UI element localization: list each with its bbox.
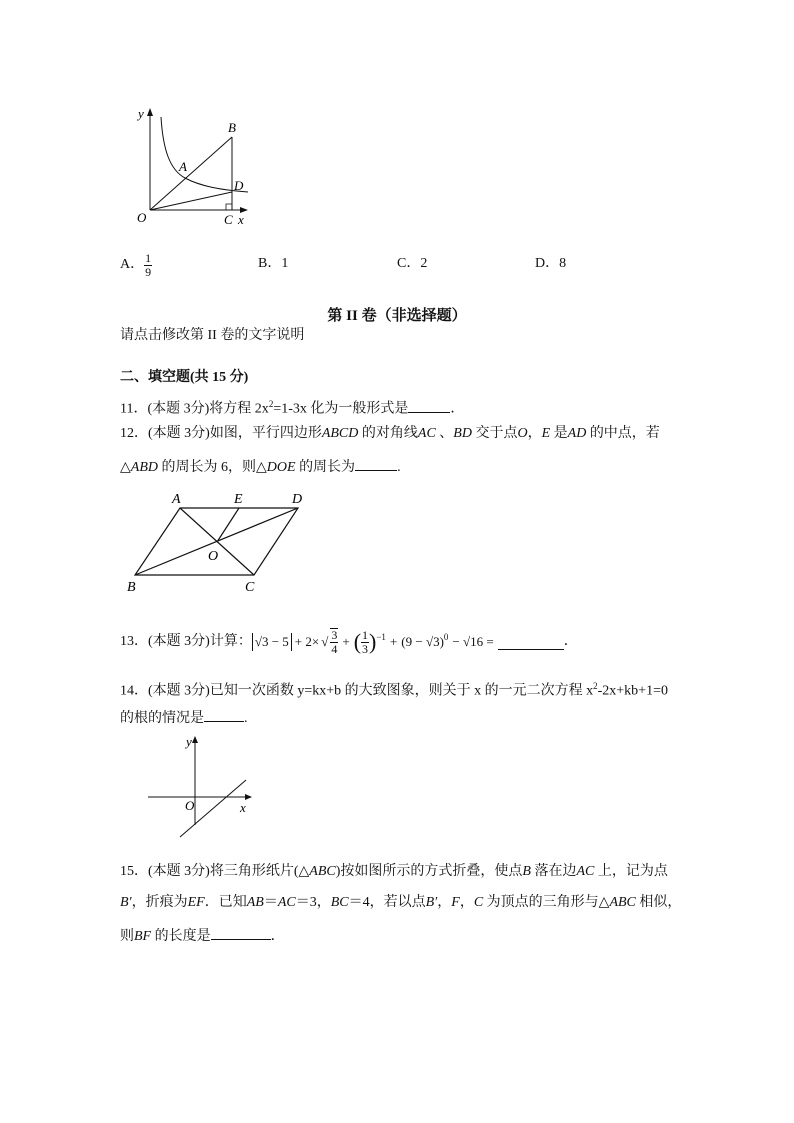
- q13-end: ．: [563, 634, 578, 649]
- label-A: A: [172, 492, 181, 507]
- q15-f: F: [451, 895, 460, 910]
- option-d[interactable]: D．8: [535, 256, 567, 271]
- label-E: E: [234, 492, 243, 507]
- line-OD: [150, 192, 232, 210]
- answer-blank[interactable]: [408, 398, 450, 413]
- answer-blank[interactable]: [498, 635, 564, 650]
- option-c[interactable]: C．2: [397, 256, 428, 271]
- label-O: O: [137, 210, 147, 225]
- q12-figure: [120, 485, 320, 597]
- q15-c: C: [473, 895, 484, 910]
- q15-l1b: )按如图所示的方式折叠，使点: [335, 864, 523, 879]
- q14-text: 14．(本题 3分)已知一次函数 y=kx+b 的大致图象，则关于 x 的一元二次方程 x: [120, 683, 594, 699]
- q15-text: 15．(本题 3分)将三角形纸片(△: [120, 864, 310, 879]
- answer-blank[interactable]: [204, 707, 244, 722]
- fraction-denominator: 9: [145, 264, 152, 279]
- q14-text-b: -2x+kb+1=0: [597, 683, 668, 699]
- diagonal-BD: [135, 508, 298, 575]
- line-OB: [150, 137, 232, 210]
- label-O: O: [208, 549, 219, 564]
- section-note[interactable]: 请点击修改第 II 卷的文字说明: [120, 328, 305, 343]
- question-15-line-3: [120, 925, 285, 946]
- q12-ac: AC: [417, 426, 436, 441]
- y-axis-arrow: [192, 736, 198, 743]
- q15-l2j: 相似，: [635, 895, 682, 910]
- q15-bprime: B′: [120, 895, 132, 910]
- q15-l2b: ，折痕为: [131, 895, 188, 910]
- question-12-line-1: [120, 425, 660, 443]
- option-a-prefix: A．: [120, 257, 145, 272]
- label-D: D: [234, 178, 244, 193]
- q13-paren: (9 − √3): [401, 634, 444, 649]
- q12-ad: AD: [567, 426, 587, 441]
- answer-blank[interactable]: [211, 925, 271, 940]
- exponent: −1: [376, 632, 386, 642]
- q15-ac: AC: [576, 864, 595, 879]
- q10-figure: [130, 100, 260, 230]
- q15-l2e: ＝3，: [295, 895, 331, 910]
- label-x: x: [240, 800, 246, 815]
- q14-figure: [140, 730, 260, 845]
- q12-tri: △: [120, 460, 131, 475]
- question-15-line-2: [120, 894, 681, 912]
- y-axis-arrow: [147, 108, 153, 116]
- q12-abd: ABD: [130, 460, 158, 475]
- label-y: y: [186, 734, 192, 749]
- q15-l2h: ，: [459, 895, 474, 910]
- frac-num: 1: [362, 627, 369, 642]
- q15-ac2: AC: [277, 895, 296, 910]
- q12-l2c: 的周长为: [295, 460, 356, 475]
- q11-text: 11．(本题 3分)将方程 2x: [120, 401, 269, 417]
- label-C: C: [245, 580, 255, 595]
- option-a-fraction: [144, 252, 152, 279]
- question-13: [120, 622, 578, 662]
- q15-l2d: ＝: [263, 895, 278, 910]
- q12-t1: 的对角线: [358, 426, 418, 441]
- label-D: D: [292, 492, 303, 507]
- label-B: B: [127, 580, 136, 595]
- q15-l2g: ，: [437, 895, 452, 910]
- frac-den: 3: [362, 641, 369, 656]
- label-O: O: [185, 798, 195, 813]
- q12-t3: 交于点: [471, 426, 518, 441]
- q12-abcd: ABCD: [321, 426, 359, 441]
- q15-ef: EF: [187, 895, 205, 910]
- q15-l1d: 上，记为点: [594, 864, 668, 879]
- q12-o: O: [517, 426, 528, 441]
- question-11: [120, 395, 464, 419]
- q15-end: ．: [270, 929, 285, 944]
- q15-bf: BF: [134, 929, 152, 944]
- question-15-line-1: [120, 863, 668, 881]
- frac-den: 4: [331, 642, 338, 656]
- q14-text-2: 的根的情况是: [120, 711, 204, 726]
- q15-b: B: [522, 864, 531, 879]
- label-B: B: [228, 120, 236, 135]
- right-angle-mark: [226, 204, 232, 210]
- q15-l3b: 的长度是: [151, 929, 211, 944]
- q12-e: E: [541, 426, 551, 441]
- q15-ab: AB: [246, 895, 264, 910]
- q12-l2b: 的周长为 6，则△: [158, 460, 267, 475]
- exponent-zero: 0: [443, 632, 449, 642]
- x-axis-arrow: [245, 794, 252, 800]
- q12-doe: DOE: [266, 460, 296, 475]
- option-b[interactable]: B．1: [258, 256, 289, 271]
- q11-sup: 2: [268, 399, 274, 409]
- section-heading: 二、填空题(共 15 分): [120, 370, 249, 385]
- label-C: C: [224, 212, 233, 227]
- label-y: y: [138, 106, 144, 121]
- q15-l2i: 为顶点的三角形与△: [483, 895, 610, 910]
- q15-abc: ABC: [309, 864, 336, 879]
- q15-l3a: 则: [120, 929, 134, 944]
- q15-bc: BC: [330, 895, 349, 910]
- q12-text: 12．(本题 3分)如图，平行四边形: [120, 426, 322, 441]
- q12-t5: 是: [550, 426, 568, 441]
- q14-end: .: [244, 711, 248, 726]
- paren-fraction: [361, 629, 369, 656]
- q11-end: ．: [450, 401, 465, 417]
- q12-t2: 、: [435, 426, 454, 441]
- question-14-line-2: [120, 707, 248, 728]
- frac-num: 3: [331, 628, 338, 642]
- abs-value: √3 − 5: [252, 633, 292, 651]
- q15-l2f: ＝4，若以点: [348, 895, 426, 910]
- label-A: A: [179, 159, 187, 174]
- q13-tail: − √16 =: [452, 634, 494, 649]
- answer-blank[interactable]: [355, 456, 397, 471]
- label-x: x: [238, 212, 244, 227]
- q12-t4: ，: [527, 426, 542, 441]
- fraction-numerator: 1: [145, 250, 152, 265]
- question-12-line-2: [120, 456, 401, 477]
- q13-plus-2: +: [389, 634, 398, 649]
- question-14-line-1: [120, 677, 668, 701]
- q13-expression: √3 − 5 + 2× √ $\frac{3}{4}$ + ( $\frac{1}{3}$ ) $^{-1}$ + (9 − √3) $^0$ − √16 =: [252, 628, 494, 656]
- q12-end: .: [397, 460, 401, 475]
- q13-plus: +: [342, 634, 350, 649]
- q15-l1c: 落在边: [530, 864, 577, 879]
- q15-abc2: ABC: [609, 895, 636, 910]
- q15-bp: B′: [425, 895, 438, 910]
- sqrt-fraction: [330, 628, 338, 656]
- q12-t6: 的中点，若: [586, 426, 660, 441]
- section-title: 第 II 卷（非选择题）: [327, 308, 467, 324]
- q15-l2c: ．已知: [204, 895, 247, 910]
- option-a[interactable]: [120, 250, 152, 280]
- q12-bd: BD: [453, 426, 472, 441]
- q13-text: 13．(本题 3分)计算：: [120, 634, 252, 649]
- q13-times: + 2×: [294, 634, 320, 649]
- q11-text-2: =1-3x 化为一般形式是: [273, 401, 409, 417]
- q14-sup: 2: [593, 681, 598, 691]
